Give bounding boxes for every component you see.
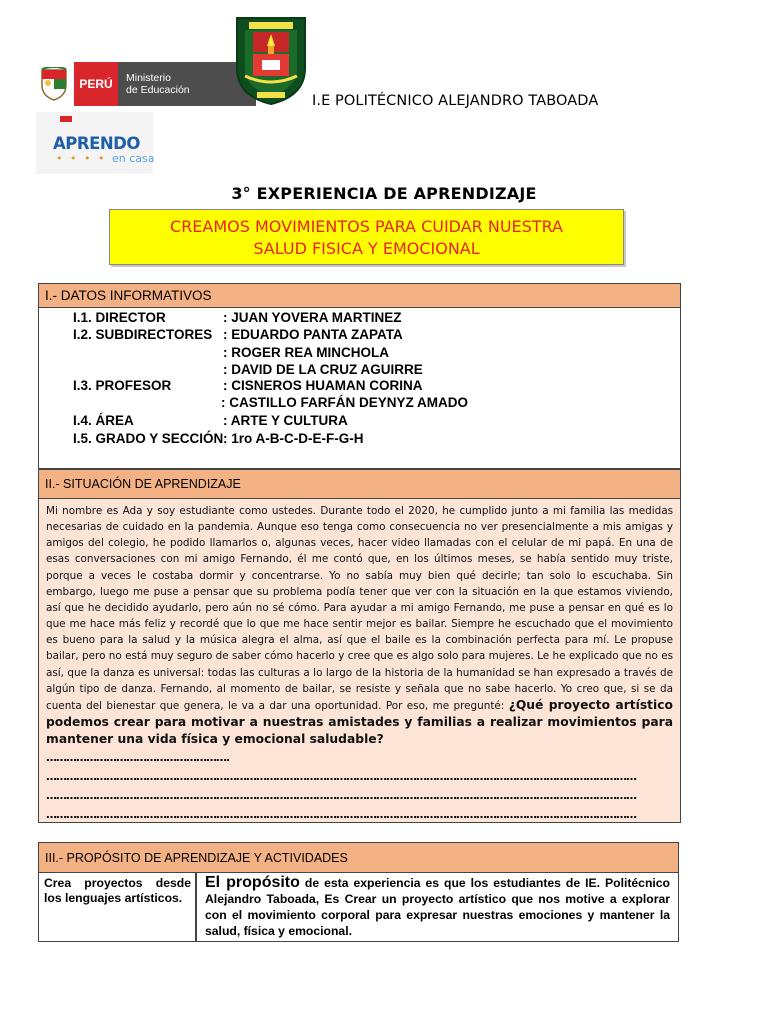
experience-title-box [109, 209, 624, 265]
datos-informativos-section [38, 283, 681, 469]
driving-question: ¿Qué proyecto artístico podemos crear para motivar a nuestras amistades y familias a realizar movimientos para mantener una vida física y emocional saludable? [46, 697, 673, 747]
school-name: I.E POLITÉCNICO ALEJANDRO TABOADA [312, 93, 599, 109]
info-row-subdirector-2: : ROGER REA MINCHOLA [223, 345, 389, 360]
info-row-area: I.4. ÁREA : ARTE Y CULTURA [73, 413, 348, 428]
info-row-subdirectores: I.2. SUBDIRECTORES : EDUARDO PANTA ZAPATA [73, 327, 403, 342]
ministerio-educacion-logo [34, 62, 256, 106]
aprendo-en-casa-logo [36, 112, 153, 174]
proposito-big-word: El propósito [205, 874, 300, 891]
answer-line-4: …………………………………………………………………………………………………………………………………………………………… [46, 808, 636, 822]
situacion-story: Mi nombre es Ada y soy estudiante como ustedes. Durante todo el 2020, he cumplido junto a mi familia las medidas necesarias de cuidado en la pandemia. Aunque eso tenga como consecuencia no ver presencialmente a mis amigas y amigos del colegio, he podido llamarlos o, algunas veces, hacer video llamadas con el celular de mi papá. En una de esas conversaciones con mi amigo Fernando, él me contó que, en los últimos meses, se había sentido muy triste, porque a veces le costaba dormir y concentrarse. Yo no sabía muy bien qué decirle; tan solo lo escuchaba. Sin embargo, luego me puse a pensar que su problema podía tener que ver con la situación en la que estamos viviendo, así que he decidido ayudarlo, pero aún no sé cómo. Para ayudar a mi amigo Fernando, me puse a pensar en qué es lo que me hace más feliz y recordé que lo que me hace sentir mejor es bailar. Siempre he escuchado que el movimiento es bueno para la salud y la música alegra el alma, así que el baile es la combinación perfecta para mí. Le propuse bailar, pero no está muy seguro de saber cómo hacerlo y cree que es algo solo para mujeres. Le he explicado que no es así, que la danza es universal: todas las culturas a lo largo de la historia de la humanidad se han expresado a través de algún tipo de danza. Fernando, al momento de bailar, se resiste y señala que no sabe hacerlo. Yo creo que, si se da cuenta del bienestar que genera, le va a dar una oportunidad. Por eso, me pregunté: ¿Qué proyecto artístico podemos crear para motivar a nuestras amistades y familias a realizar movimientos para mantener una vida física y emocional saludable? [46, 505, 673, 747]
peru-coat-of-arms-icon [34, 62, 74, 106]
experience-title-line-1: CREAMOS MOVIMIENTOS PARA CUIDAR NUESTRA [170, 217, 563, 236]
info-row-subdirector-3: : DAVID DE LA CRUZ AGUIRRE [223, 362, 423, 377]
aprendo-sub-label: • • • • en casa [56, 152, 155, 165]
proposito-section [38, 842, 679, 942]
info-row-director: I.1. DIRECTOR : JUAN YOVERA MARTINEZ [73, 310, 402, 325]
info-row-profesor-2: : CASTILLO FARFÁN DEYNYZ AMADO [221, 395, 468, 410]
page-title: 3° EXPERIENCIA DE APRENDIZAJE [231, 184, 537, 203]
info-row-profesor: I.3. PROFESOR : CISNEROS HUAMAN CORINA [73, 378, 423, 393]
situacion-body [39, 499, 680, 822]
proposito-cell [199, 873, 678, 941]
peru-label: PERÚ [74, 62, 118, 106]
situacion-aprendizaje-section [38, 469, 681, 823]
answer-line-3: …………………………………………………………………………………………………………………………………………………………… [46, 789, 636, 803]
proposito-heading: III.- PROPÓSITO DE APRENDIZAJE Y ACTIVIDADES [39, 843, 678, 873]
info-row-grado-seccion: I.5. GRADO Y SECCIÓN : 1ro A-B-C-D-E-F-G-H [73, 431, 364, 446]
school-crest-icon [235, 16, 307, 106]
peru-flag-mark [60, 116, 72, 122]
aprendo-label: APRENDO [53, 134, 140, 153]
answer-line-1: ………………………………………………. [46, 751, 230, 765]
competencia-cell: Crea proyectos desde los lenguajes artísticos. [39, 873, 197, 941]
experience-title-line-2: SALUD FISICA Y EMOCIONAL [253, 239, 480, 258]
answer-line-2: …………………………………………………………………………………………………………………………………………………………… [46, 770, 636, 784]
ministerio-label: Ministerio de Educación [118, 62, 256, 106]
situacion-aprendizaje-heading: II.- SITUACIÓN DE APRENDIZAJE [39, 470, 680, 499]
proposito-text: de esta experiencia es que los estudiantes de IE. Politécnico Alejandro Taboada, Es Crear un proyecto artístico que nos motive a explorar con el movimiento corporal para expresar nuestras emociones y mantener la salud, física y emocional. [205, 876, 671, 938]
datos-informativos-heading: I.- DATOS INFORMATIVOS [39, 284, 680, 308]
